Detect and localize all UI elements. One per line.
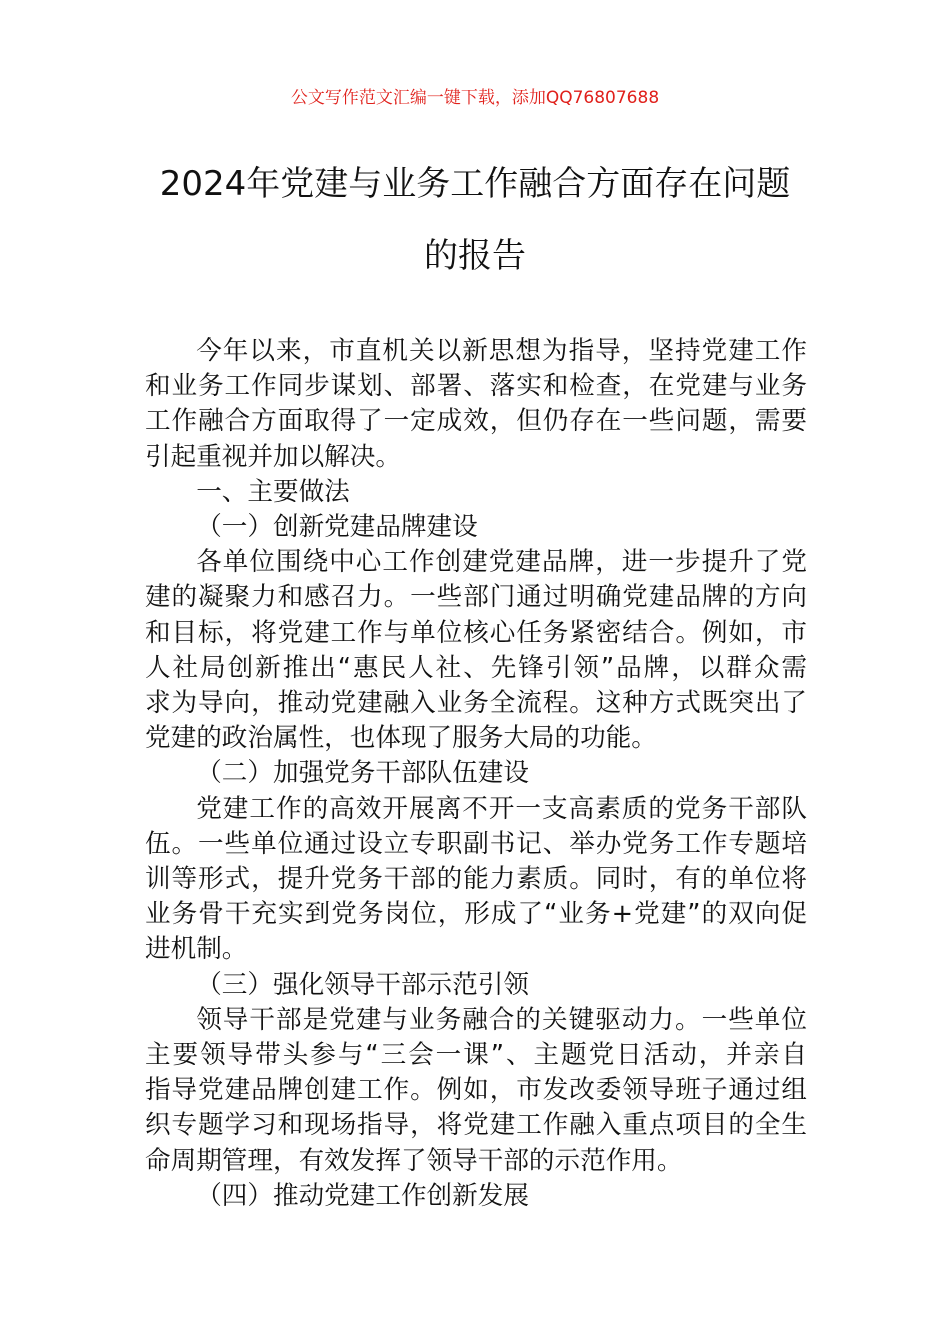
subsection-heading-2: （二）加强党务干部队伍建设	[196, 758, 529, 789]
document-body	[145, 334, 807, 1214]
intro-paragraph	[145, 334, 807, 475]
text-line: 和目标，将党建工作与单位核心任务紧密结合。例如，市	[145, 617, 807, 648]
text-line: 主要领导带头参与“三会一课”、主题党日活动，并亲自	[145, 1040, 807, 1071]
text-line: 各单位围绕中心工作创建党建品牌，进一步提升了党	[196, 547, 807, 578]
subsection-heading-4: （四）推动党建工作创新发展	[196, 1180, 529, 1211]
text-line: 指导党建品牌创建工作。例如，市发改委领导班子通过组	[145, 1075, 807, 1106]
text-line: 党建工作的高效开展离不开一支高素质的党务干部队	[196, 793, 807, 824]
subsection-heading-3: （三）强化领导干部示范引领	[196, 969, 529, 1000]
text-line: 求为导向，推动党建融入业务全流程。这种方式既突出了	[145, 688, 807, 719]
text-line: 今年以来，市直机关以新思想为指导，坚持党建工作	[196, 336, 807, 366]
subsection-heading-1: （一）创新党建品牌建设	[196, 512, 478, 543]
subsection-body-3	[145, 1003, 807, 1179]
title-line-1: 2024年党建与业务工作融合方面存在问题	[159, 164, 791, 204]
text-line: 业务骨干充实到党务岗位，形成了“业务+党建”的双向促	[145, 899, 807, 930]
text-line: 引起重视并加以解决。	[145, 441, 401, 472]
section-heading-main-practices: 一、主要做法	[196, 476, 350, 507]
download-promo-note: 公文写作范文汇编一键下载，添加QQ76807688	[290, 88, 660, 108]
text-line: 织专题学习和现场指导，将党建工作融入重点项目的全生	[145, 1110, 807, 1141]
text-line: 工作融合方面取得了一定成效，但仍存在一些问题，需要	[145, 406, 807, 437]
text-line: 伍。一些单位通过设立专职副书记、举办党务工作专题培	[145, 828, 807, 859]
text-line: 党建的政治属性，也体现了服务大局的功能。	[145, 723, 657, 754]
text-line: 和业务工作同步谋划、部署、落实和检查，在党建与业务	[145, 371, 807, 402]
title-line-2: 的报告	[424, 236, 526, 276]
subsection-body-2	[145, 792, 807, 968]
text-line: 进机制。	[145, 934, 248, 965]
text-line: 训等形式，提升党务干部的能力素质。同时，有的单位将	[145, 864, 807, 895]
text-line: 领导干部是党建与业务融合的关键驱动力。一些单位	[196, 1004, 807, 1035]
text-line: 人社局创新推出“惠民人社、先锋引领”品牌，以群众需	[145, 652, 807, 683]
document-title	[100, 148, 850, 292]
subsection-body-1	[145, 545, 807, 756]
text-line: 建的凝聚力和感召力。一些部门通过明确党建品牌的方向	[145, 582, 807, 613]
text-line: 命周期管理，有效发挥了领导干部的示范作用。	[145, 1145, 683, 1176]
